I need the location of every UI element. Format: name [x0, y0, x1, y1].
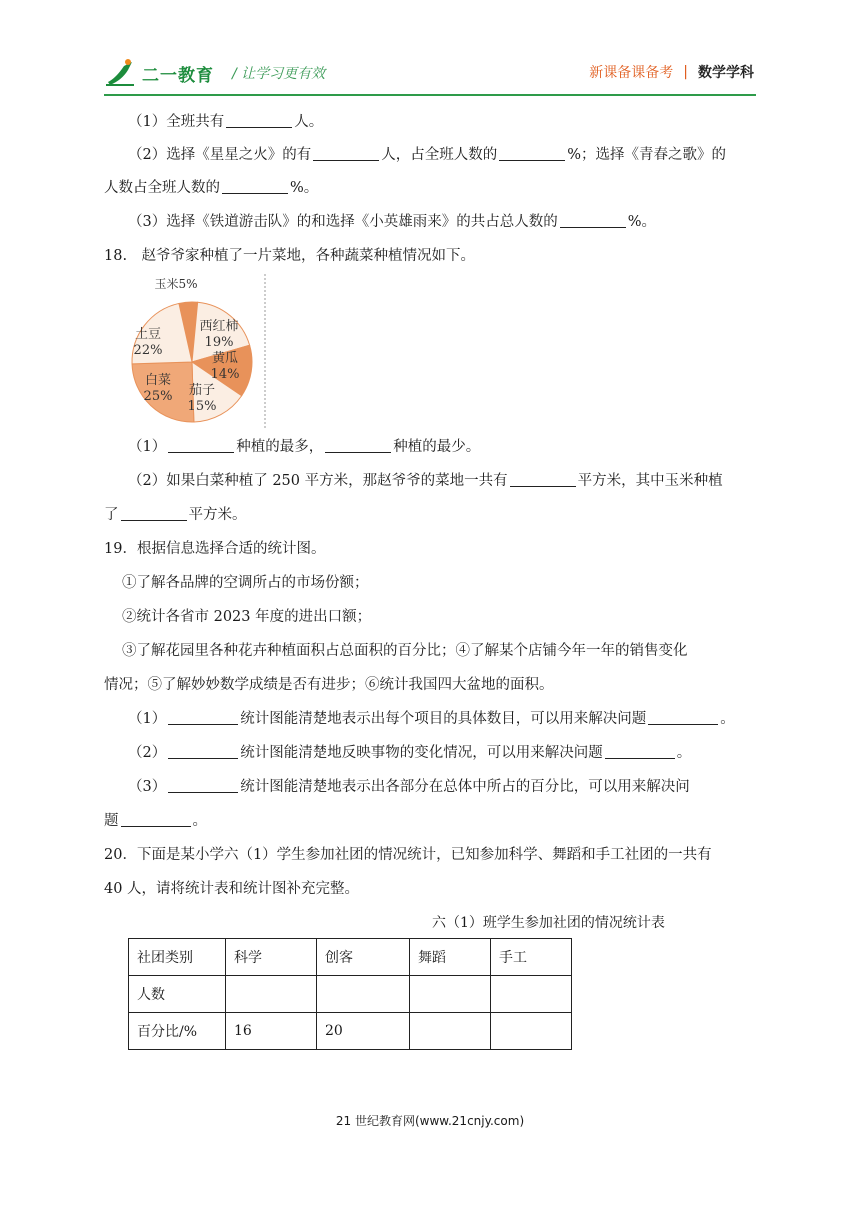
q17-p2-text-c: %；选择《青春之歌》的	[567, 147, 727, 163]
q17-p1-text: （1）全班共有	[128, 114, 225, 130]
club-stat-table	[128, 938, 572, 1050]
q19-item4: 情况；⑤了解妙妙数学成绩是否有进步；⑥统计我国四大盆地的面积。	[104, 677, 554, 693]
table-input-cell[interactable]	[317, 976, 410, 1013]
q19-s3-tail: 。	[192, 813, 207, 829]
vegetable-pie-chart	[124, 274, 272, 432]
q18-p1-text: （1）	[128, 439, 167, 455]
q20-stem-line2: 40 人，请将统计表和统计图补充完整。	[104, 881, 360, 897]
answer-blank[interactable]	[121, 811, 191, 827]
table-input-cell[interactable]	[226, 976, 317, 1013]
table-input-cell[interactable]	[491, 1013, 572, 1050]
q18-p1-text-c: 种植的最少。	[393, 439, 481, 455]
answer-blank[interactable]	[168, 743, 238, 759]
q18-p2-text-c: 了	[104, 507, 119, 523]
header-logo-area	[104, 56, 325, 90]
pie-label: 土豆	[134, 327, 162, 342]
q19-sub1	[128, 709, 735, 729]
answer-blank[interactable]	[605, 743, 675, 759]
table-cell: 百分比/%	[129, 1013, 226, 1050]
q19-item1: ①了解各品牌的空调所占的市场份额；	[122, 575, 369, 591]
q17-p2-text-d: 人数占全班人数的	[104, 180, 220, 196]
pie-value-label: 14%	[210, 367, 240, 382]
pie-value-label: 15%	[187, 399, 217, 414]
q19-s3-num: （3）	[128, 779, 167, 795]
table-row	[129, 1013, 572, 1050]
answer-blank[interactable]	[222, 178, 288, 194]
q19-item3: ③了解花园里各种花卉种植面积占总面积的百分比；④了解某个店铺今年一年的销售变化	[122, 643, 688, 659]
pie-label: 茄子	[188, 383, 216, 398]
q19-s2-num: （2）	[128, 745, 167, 761]
q18-p1-text-b: 种植的最多，	[236, 439, 324, 455]
q18-part2	[128, 471, 723, 491]
q19-s2-text: 统计图能清楚地反映事物的变化情况，可以用来解决问题	[240, 745, 603, 761]
answer-blank[interactable]	[648, 709, 718, 725]
q17-p2-text: （2）选择《星星之火》的有	[128, 147, 312, 163]
q18-p2-text: （2）如果白菜种植了 250 平方米，那赵爷爷的菜地一共有	[128, 473, 508, 489]
table-header-row	[129, 939, 572, 976]
q17-p3-tail: %。	[627, 214, 657, 230]
header-subject: 数学学科	[698, 65, 754, 81]
header-separator: |	[683, 64, 688, 80]
q19-s1-num: （1）	[128, 711, 167, 727]
table-title: 六（1）班学生参加社团的情况统计表	[432, 915, 665, 931]
q17-part1	[128, 112, 323, 132]
pie-value-label: 22%	[133, 343, 163, 358]
q19-sub3	[128, 777, 690, 797]
q19-sub2	[128, 743, 691, 763]
q19-item2: ②统计各省市 2023 年度的进出口额；	[122, 609, 372, 625]
q19-stem: 19．根据信息选择合适的统计图。	[104, 541, 326, 557]
answer-blank[interactable]	[168, 777, 238, 793]
q18-part1	[128, 437, 480, 457]
q17-p3-text: （3）选择《铁道游击队》的和选择《小英雄雨来》的共占总人数的	[128, 214, 558, 230]
answer-blank[interactable]	[168, 709, 238, 725]
q17-p2-text-e: %。	[290, 180, 319, 196]
table-cell: 科学	[226, 939, 317, 976]
answer-blank[interactable]	[560, 212, 626, 228]
table-input-cell[interactable]	[410, 1013, 491, 1050]
q19-s1-text: 统计图能清楚地表示出每个项目的具体数目，可以用来解决问题	[240, 711, 647, 727]
answer-blank[interactable]	[121, 505, 187, 521]
q19-s3-text-c: 题	[104, 813, 119, 829]
table-cell: 创客	[317, 939, 410, 976]
logo-text: 二一教育	[142, 65, 214, 86]
q17-part3	[128, 212, 656, 232]
pie-value-label: 19%	[204, 335, 234, 350]
q17-part2	[128, 145, 726, 165]
answer-blank[interactable]	[226, 112, 292, 128]
footer: 21 世纪教育网(www.21cnjy.com)	[335, 1114, 525, 1128]
answer-blank[interactable]	[325, 437, 391, 453]
pie-label: 西红柿	[199, 319, 239, 334]
q18-part2-cont	[104, 505, 247, 525]
table-cell: 手工	[491, 939, 572, 976]
table-cell: 20	[317, 1013, 410, 1050]
runner-logo-icon	[104, 58, 138, 88]
q19-s2-tail: 。	[676, 745, 692, 761]
q17-part2-cont	[104, 178, 318, 198]
table-input-cell[interactable]	[410, 976, 491, 1013]
table-cell: 16	[226, 1013, 317, 1050]
pie-label: 黄瓜	[211, 351, 239, 366]
table-input-cell[interactable]	[491, 976, 572, 1013]
pie-label: 玉米5%	[154, 277, 198, 291]
answer-blank[interactable]	[313, 145, 379, 161]
answer-blank[interactable]	[168, 437, 234, 453]
q18-p2-text-d: 平方米。	[188, 507, 247, 523]
header-course-label: 新课备课备考	[589, 65, 674, 81]
q19-s3-text: 统计图能清楚地表示出各部分在总体中所占的百分比，可以用来解决问	[240, 779, 690, 795]
q18-stem: 18. 赵爷爷家种植了一片菜地，各种蔬菜种植情况如下。	[104, 248, 476, 264]
q17-p1-tail: 人。	[294, 114, 324, 130]
q19-sub3-cont	[104, 811, 207, 831]
pie-label: 白菜	[144, 373, 172, 388]
table-cell: 人数	[129, 976, 226, 1013]
answer-blank[interactable]	[510, 471, 576, 487]
table-cell: 舞蹈	[410, 939, 491, 976]
table-row	[129, 976, 572, 1013]
header-right	[589, 62, 754, 82]
answer-blank[interactable]	[499, 145, 565, 161]
q17-p2-text-b: 人，占全班人数的	[381, 147, 498, 163]
q18-p2-text-b: 平方米，其中玉米种植	[577, 473, 723, 489]
header-divider	[104, 94, 756, 96]
pie-value-label: 25%	[143, 389, 173, 404]
q20-stem-line1: 20．下面是某小学六（1）学生参加社团的情况统计，已知参加科学、舞蹈和手工社团的一共有	[104, 847, 712, 863]
slogan: / 让学习更有效	[232, 66, 326, 82]
q19-s1-tail: 。	[720, 711, 735, 727]
table-cell: 社团类别	[129, 939, 226, 976]
